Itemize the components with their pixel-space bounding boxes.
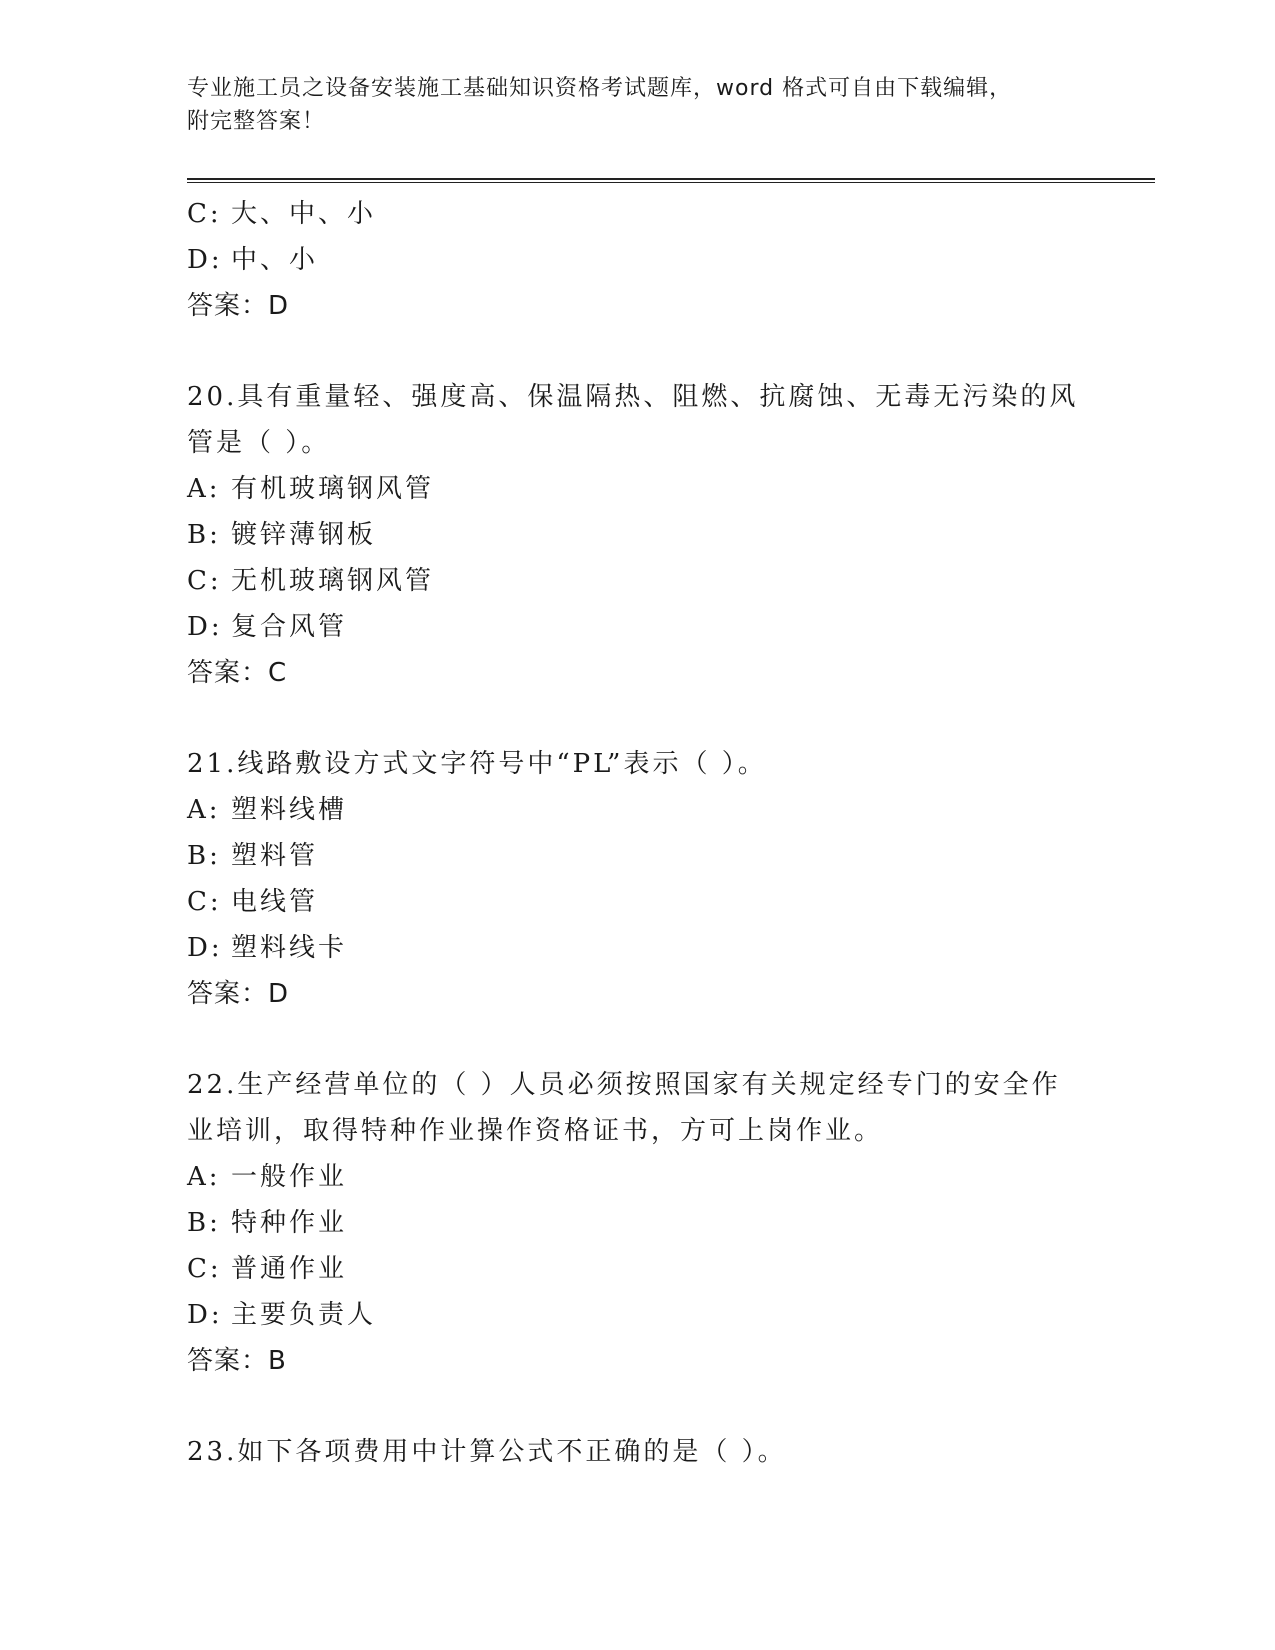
header-divider bbox=[187, 178, 1155, 183]
option-a bbox=[187, 787, 1087, 833]
header-line-2: 附完整答案！ bbox=[187, 109, 326, 134]
option-text: 塑料线槽 bbox=[231, 795, 348, 825]
option-text: 镀锌薄钢板 bbox=[231, 520, 377, 550]
question-list bbox=[187, 191, 1087, 1475]
option-label: B: bbox=[187, 841, 221, 871]
spacer bbox=[187, 1384, 1087, 1429]
answer: 答案：B bbox=[187, 1346, 287, 1376]
option-text: 无机玻璃钢风管 bbox=[231, 566, 435, 596]
option-label: D: bbox=[187, 612, 223, 642]
question-23 bbox=[187, 1429, 1087, 1475]
question-text: 21.线路敷设方式文字符号中“PL”表示（ ）。 bbox=[187, 749, 767, 779]
question-21 bbox=[187, 741, 1087, 1017]
question-text: 管是（ ）。 bbox=[187, 428, 331, 458]
question-text: 业培训，取得特种作业操作资格证书，方可上岗作业。 bbox=[187, 1116, 884, 1146]
option-text: 复合风管 bbox=[231, 612, 348, 642]
spacer bbox=[187, 696, 1087, 741]
option-c bbox=[187, 1246, 1087, 1292]
option-d bbox=[187, 1292, 1087, 1338]
spacer bbox=[187, 1017, 1087, 1062]
option-text: 主要负责人 bbox=[231, 1300, 377, 1330]
option-b bbox=[187, 512, 1087, 558]
option-label: D: bbox=[187, 1300, 223, 1330]
option-d bbox=[187, 237, 1087, 283]
answer: 答案：C bbox=[187, 658, 288, 688]
option-b bbox=[187, 1200, 1087, 1246]
option-c bbox=[187, 191, 1087, 237]
option-label: A: bbox=[187, 795, 221, 825]
question-text: 23.如下各项费用中计算公式不正确的是（ ）。 bbox=[187, 1437, 787, 1467]
question-20 bbox=[187, 374, 1087, 696]
option-text: 塑料线卡 bbox=[231, 933, 348, 963]
question-19-tail bbox=[187, 191, 1087, 329]
option-label: C: bbox=[187, 199, 222, 229]
option-d bbox=[187, 925, 1087, 971]
option-text: 有机玻璃钢风管 bbox=[231, 474, 435, 504]
option-label: D: bbox=[187, 933, 223, 963]
option-a bbox=[187, 1154, 1087, 1200]
option-label: B: bbox=[187, 520, 221, 550]
option-label: A: bbox=[187, 474, 221, 504]
option-a bbox=[187, 466, 1087, 512]
option-label: C: bbox=[187, 566, 222, 596]
spacer bbox=[187, 329, 1087, 374]
option-b bbox=[187, 833, 1087, 879]
option-c bbox=[187, 558, 1087, 604]
option-label: B: bbox=[187, 1208, 221, 1238]
option-text: 塑料管 bbox=[231, 841, 319, 871]
option-text: 电线管 bbox=[231, 887, 319, 917]
option-text: 中、小 bbox=[231, 245, 319, 275]
page-header bbox=[187, 72, 1087, 138]
option-label: A: bbox=[187, 1162, 221, 1192]
option-text: 大、中、小 bbox=[231, 199, 377, 229]
option-d bbox=[187, 604, 1087, 650]
question-22 bbox=[187, 1062, 1087, 1384]
option-text: 一般作业 bbox=[231, 1162, 348, 1192]
option-label: C: bbox=[187, 887, 222, 917]
option-text: 特种作业 bbox=[231, 1208, 348, 1238]
answer: 答案：D bbox=[187, 291, 290, 321]
answer: 答案：D bbox=[187, 979, 290, 1009]
option-c bbox=[187, 879, 1087, 925]
question-text: 20.具有重量轻、强度高、保温隔热、阻燃、抗腐蚀、无毒无污染的风 bbox=[187, 382, 1079, 412]
header-line-1: 专业施工员之设备安装施工基础知识资格考试题库，word 格式可自由下载编辑， bbox=[187, 76, 1013, 101]
question-text: 22.生产经营单位的（ ）人员必须按照国家有关规定经专门的安全作 bbox=[187, 1070, 1061, 1100]
option-text: 普通作业 bbox=[231, 1254, 348, 1284]
option-label: C: bbox=[187, 1254, 222, 1284]
option-label: D: bbox=[187, 245, 223, 275]
